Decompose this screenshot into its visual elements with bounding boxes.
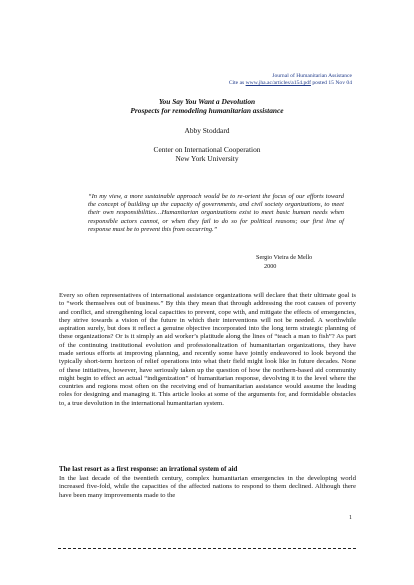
section-heading: The last resort as a first response: an irrational system of aid bbox=[59, 466, 238, 473]
affiliation-line-2: New York University bbox=[175, 154, 239, 163]
citation-line bbox=[229, 80, 352, 87]
author-name: Abby Stoddard bbox=[184, 126, 230, 135]
journal-name: Journal of Humanitarian Assistance bbox=[272, 73, 352, 79]
citation-link[interactable]: www.jha.ac/articles/a154.pdf bbox=[245, 80, 311, 87]
intro-paragraph: Every so often representatives of international assistance organizations will declare that their ultimate goal is to “work themselves out of business.” By this they mean that through addressing the root causes of poverty and conflict, and strengthening local capacities to prevent, cope with, and mitigate the effects of emergencies, they strive towards a vision of the future in which their interventions will not be needed. A worthwhile aspiration surely, but does it reflect a genuine objective incorporated into the long term strategic planning of these organizations? Or is it simply an aid worker’s platitude along the lines of “teach a man to fish”? As part of the continuing institutional evolution and professionalization of humanitarian organizations, they have made serious efforts at improving planning, and recently some have jointly endeavored to look beyond the typically short-term horizon of relief operations into what their field might look like in future decades. None of these initiatives, however, have seriously taken up the question of how the northern-based aid community might begin to effect an actual “indigenization” of humanitarian response, devolving it to the level where the countries and regions most often on the receiving end of humanitarian assistance would assume the leading roles for designing and managing it. This article looks at some of the arguments for, and formidable obstacles to, a true devolution in the international humanitarian system. bbox=[59, 292, 356, 407]
epigraph-year: 2000 bbox=[264, 263, 277, 270]
journal-citation bbox=[229, 73, 352, 87]
citation-suffix: posted 15 Nov 04 bbox=[310, 80, 352, 87]
epigraph-author: Sergio Vieira de Mello bbox=[256, 254, 313, 261]
section-paragraph: In the last decade of the twentieth century, complex humanitarian emergencies in the developing world increased five-fold, while the capacities of the affected nations to respond to them declined. Although there have been many improvements made to the bbox=[59, 475, 356, 499]
page-number: 1 bbox=[349, 515, 352, 521]
epigraph-quote: “In my view, a more sustainable approach would be to re-orient the focus of our efforts toward the concept of building up the capacity of governments, and civil society organizations, to meet their own responsibilities…Humanitarian organizations exist to meet basic human needs when responsible actors cannot, or when they fail to do so for political reasons; our first line of response must be to prevent this from occurring.” bbox=[88, 193, 344, 233]
article-title: You Say You Want a Devolution bbox=[158, 97, 256, 106]
affiliation-line-1: Center on International Cooperation bbox=[153, 145, 261, 154]
article-subtitle: Prospects for remodeling humanitarian assistance bbox=[130, 106, 284, 115]
citation-prefix: Cite as bbox=[228, 80, 246, 87]
footer-rule bbox=[58, 548, 356, 549]
